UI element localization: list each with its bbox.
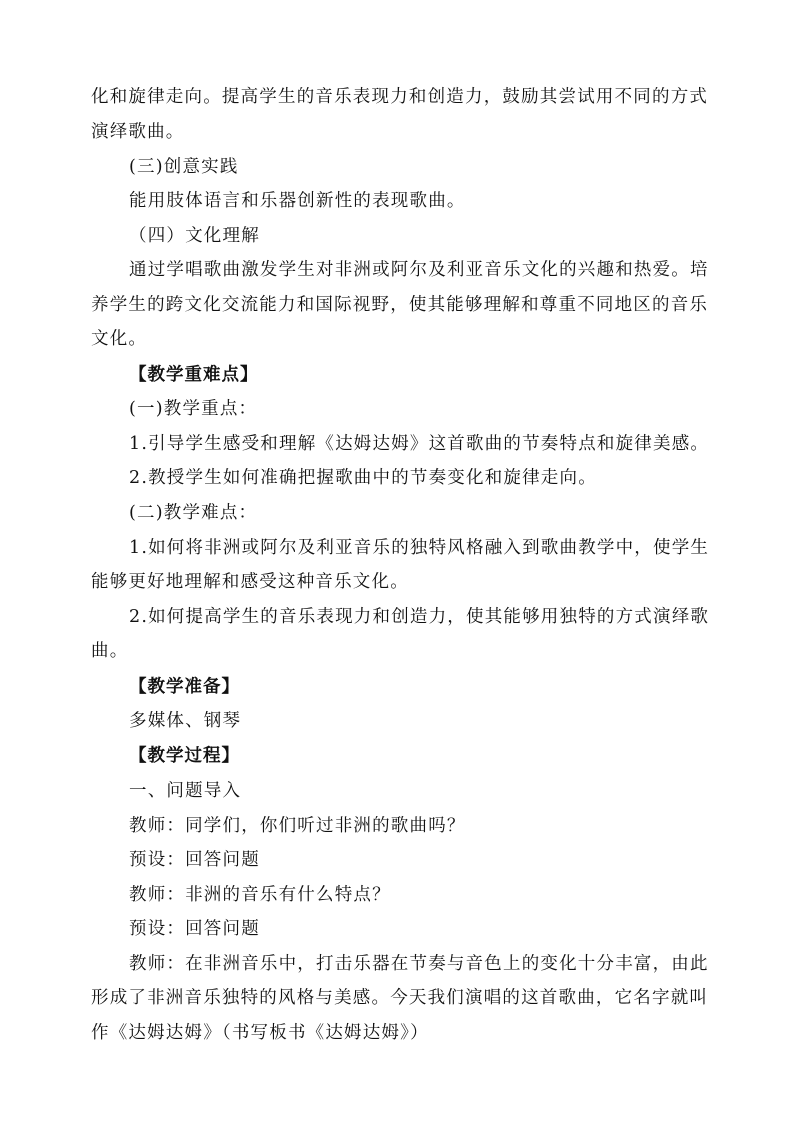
subsection-title: (三)创意实践 <box>129 157 239 177</box>
dialogue-line: 作《达姆达姆》（书写板书《达姆达姆》） <box>91 1023 429 1043</box>
list-item-continuation: 能够更好地理解和感受这种音乐文化。 <box>91 572 409 592</box>
subsection-title: (一)教学重点： <box>129 399 258 419</box>
list-item: 1.引导学生感受和理解《达姆达姆》这首歌曲的节奏特点和旋律美感。 <box>129 434 710 454</box>
dialogue-line: 教师：在非洲音乐中，打击乐器在节奏与音色上的变化十分丰富，由此 <box>129 954 709 974</box>
dialogue-line: 形成了非洲音乐独特的风格与美感。今天我们演唱的这首歌曲，它名字就叫 <box>91 988 709 1008</box>
list-item: 2.如何提高学生的音乐表现力和创造力，使其能够用独特的方式演绎歌 <box>129 607 710 627</box>
list-item: 2.教授学生如何准确把握歌曲中的节奏变化和旋律走向。 <box>129 468 597 488</box>
section-heading: 【教学准备】 <box>129 677 240 697</box>
dialogue-line: 预设：回答问题 <box>129 850 260 870</box>
dialogue-line: 教师：同学们，你们听过非洲的歌曲吗？ <box>129 816 466 836</box>
paragraph-line: 文化。 <box>91 329 148 349</box>
paragraph-line: 多媒体、钢琴 <box>129 711 242 731</box>
subsection-title: 一、问题导入 <box>129 781 242 801</box>
paragraph-line: 化和旋律走向。提高学生的音乐表现力和创造力，鼓励其尝试用不同的方式 <box>91 87 709 107</box>
section-heading: 【教学过程】 <box>129 746 240 766</box>
paragraph-line: 演绎歌曲。 <box>91 122 185 142</box>
subsection-title: (二)教学难点： <box>129 503 258 523</box>
subsection-title: （四）文化理解 <box>129 226 260 246</box>
section-heading: 【教学重难点】 <box>129 365 259 385</box>
dialogue-line: 教师：非洲的音乐有什么特点？ <box>129 885 391 905</box>
list-item: 1.如何将非洲或阿尔及利亚音乐的独特风格融入到歌曲教学中，使学生 <box>129 538 710 558</box>
paragraph-line: 能用肢体语言和乐器创新性的表现歌曲。 <box>129 191 466 211</box>
dialogue-line: 预设：回答问题 <box>129 919 260 939</box>
paragraph-line: 通过学唱歌曲激发学生对非洲或阿尔及利亚音乐文化的兴趣和热爱。培 <box>129 260 709 280</box>
list-item-continuation: 曲。 <box>91 641 129 661</box>
paragraph-line: 养学生的跨文化交流能力和国际视野，使其能够理解和尊重不同地区的音乐 <box>91 295 709 315</box>
